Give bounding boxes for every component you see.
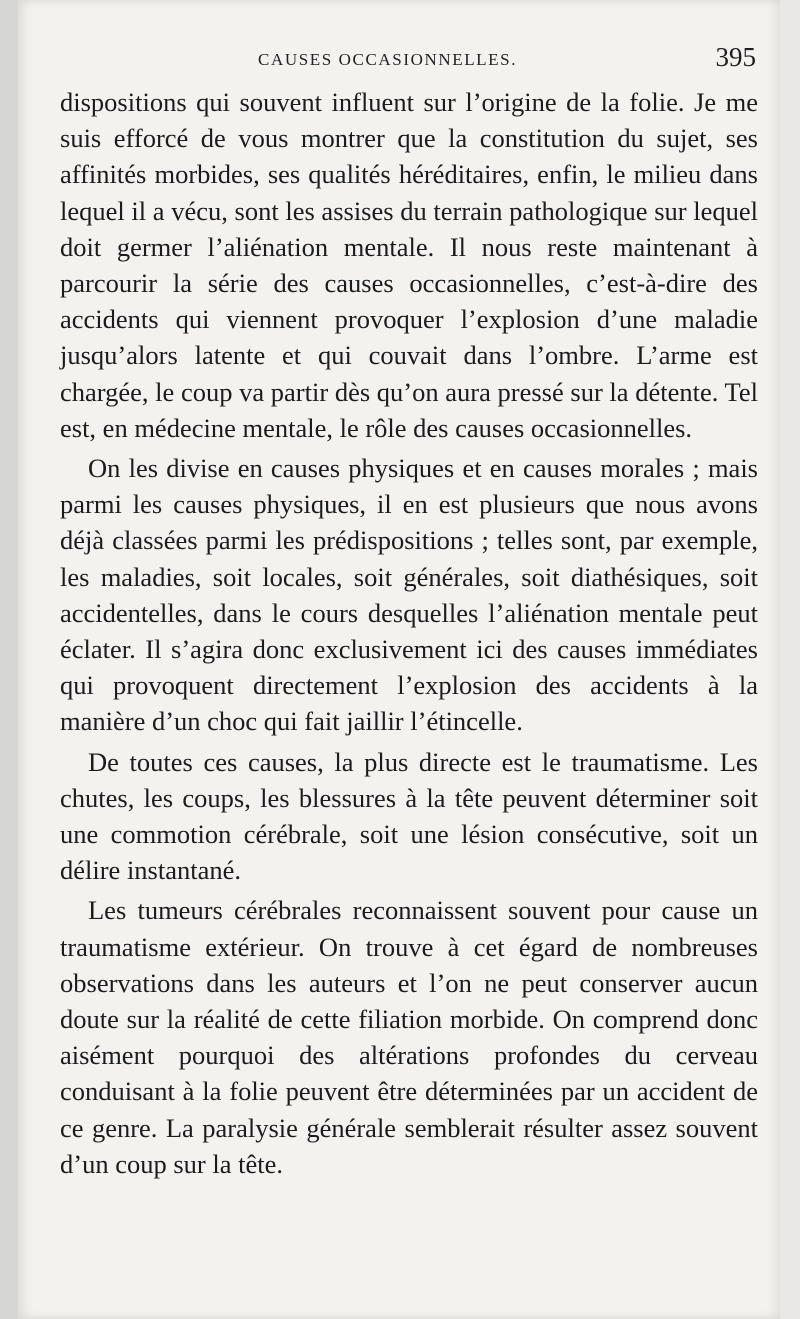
paragraph: On les divise en causes physiques et en causes morales ; mais parmi les causes physiques, il en est plusieurs que nous avons déjà classées parmi les prédispositions ; telles sont, par exemple, les maladies, soit locales, soit générales, soit diathésiques, soit accidentelles, dans le cours desquelles l’aliénation mentale peut éclater. Il s’agira donc exclusivement ici des causes immédiates qui provoquent directement l’explosion des accidents à la manière d’un choc qui fait jaillir l’étincelle. [60, 453, 758, 737]
body-text [60, 84, 758, 1182]
paragraph: De toutes ces causes, la plus directe est le traumatisme. Les chutes, les coups, les blessures à la tête peuvent déterminer soit une commotion cérébrale, soit une lésion consécutive, soit un délire instantané. [60, 746, 758, 886]
scan-margin [780, 0, 800, 1319]
paragraph-continuation: dispositions qui souvent influent sur l’origine de la folie. Je me suis efforcé de vous montrer que la constitution du sujet, ses affinités morbides, ses qualités héréditaires, enfin, le milieu dans lequel il a vécu, sont les assises du terrain pathologique sur lequel doit germer l’aliénation mentale. Il nous reste maintenant à parcourir la série des causes occasionnelles, c’est-à-dire des accidents qui viennent provoquer l’explosion d’une maladie jusqu’alors latente et qui couvait dans l’ombre. L’arme est chargée, le coup va partir dès qu’on aura pressé sur la détente. Tel est, en médecine mentale, le rôle des causes occasionnelles. [60, 87, 758, 443]
running-head [18, 42, 780, 72]
page-number: 395 [715, 42, 756, 72]
running-title: CAUSES OCCASIONNELLES. [258, 50, 518, 69]
paragraph: Les tumeurs cérébrales reconnaissent souvent pour cause un traumatisme extérieur. On trouve à cet égard de nombreuses observations dans les auteurs et l’on ne peut conserver aucun doute sur la réalité de cette filiation morbide. On comprend donc aisément pourquoi des altérations profondes du cerveau conduisant à la folie peuvent être déterminées par un accident de ce genre. La paralysie générale semblerait résulter assez souvent d’un coup sur la tête. [60, 895, 758, 1179]
book-page [18, 0, 780, 1319]
